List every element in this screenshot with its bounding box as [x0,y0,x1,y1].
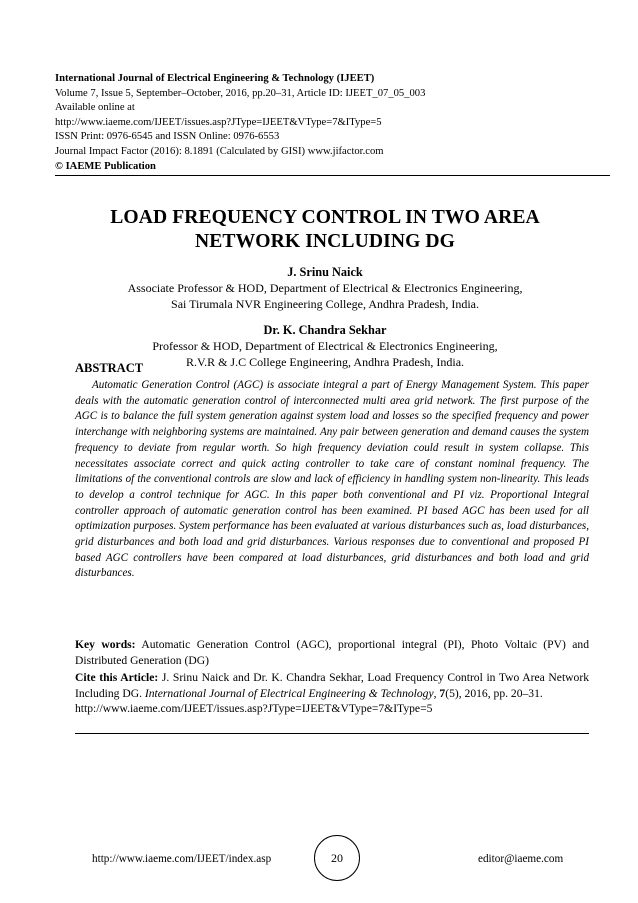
page-number-text: 20 [331,850,343,865]
author-block-2 [70,322,580,370]
author-affiliation-line: Professor & HOD, Department of Electrical & Electronics Engineering, [152,339,498,353]
volume-info: Volume 7, Issue 5, September–October, 2016, pp.20–31, Article ID: IJEET_07_05_003 [55,87,426,99]
author-name: J. Srinu Naick [287,265,363,279]
cite-rest: (5), 2016, pp. 20–31. [445,686,543,700]
footer-url[interactable]: http://www.iaeme.com/IJEET/index.asp [92,853,272,865]
abstract-text: Automatic Generation Control (AGC) is associate integral a part of Energy Management System. This paper deals with the automatic generation control of interconnected multi area grid network. The first purpose of the AGC is to balance the full system generation against system load and losses so the specified frequency and power interchange with neighboring systems are maintained. Any pair between generation and demand causes the system frequency to deviate from regular worth. So high frequency deviation could result in system collapse. This necessitates associate correct and quick acting controller to take care of constant nominal frequency. The limitations of the conventional controls are slow and lack of efficiency in handling system non-linearity. This leads to develop a control technique for AGC. In this paper both conventional and PI viz. Proportional Integral controller approach of automatic generation control has been examined. PI based AGC has been used for all optimization purposes. System performance has been evaluated at various disturbances such as, load disturbances, grid disturbances and both load and grid disturbances. Various responses due to conventional and proposed PI based AGC controllers have been compared at load disturbances, grid disturbances and both load and grid disturbances. [75,379,589,580]
citation-divider [75,733,589,734]
impact-factor: Journal Impact Factor (2016): 8.1891 (Calculated by GISI) www.jifactor.com [55,145,384,157]
cite-url[interactable]: http://www.iaeme.com/IJEET/issues.asp?JType=IJEET&VType=7&IType=5 [75,702,433,715]
cite-volume: 7 [439,686,446,700]
copyright: © IAEME Publication [55,160,156,172]
cite-authors: J. Srinu Naick and Dr. K. Chandra Sekhar, Load Frequency Control in Two Area Network Including DG. [75,671,589,700]
available-online: Available online at [55,102,135,114]
author-block-1 [70,264,580,312]
journal-name: International Journal of Electrical Engineering & Technology (IJEET) [55,73,375,84]
citation: Cite this Article: J. Srinu Naick and Dr. K. Chandra Sekhar, Load Frequency Control in Two Area Network Including DG. International Journal of Electrical Engineering & Technology, 7(5), 2016, pp. 20–31. http://www.iaeme.com/IJEET/issues.asp?JType=IJEET&VType=7&IType=5 [75,671,589,715]
keywords [75,637,589,668]
header-divider [55,175,610,176]
journal-header [55,72,615,174]
footer-email[interactable]: editor@iaeme.com [478,853,564,865]
keywords-text: Automatic Generation Control (AGC), proportional integral (PI), Photo Voltaic (PV) and Distributed Generation (DG) [75,638,589,667]
keywords-label: Key words: [75,638,136,651]
author-name: Dr. K. Chandra Sekhar [263,323,387,337]
page-number [314,835,360,881]
cite-journal: International Journal of Electrical Engineering & Technology [144,686,434,700]
author-affiliation-line: Associate Professor & HOD, Department of Electrical & Electronics Engineering, [127,281,523,295]
author-affiliation-line: Sai Tirumala NVR Engineering College, Andhra Pradesh, India. [171,297,479,311]
issn-info: ISSN Print: 0976-6545 and ISSN Online: 0976-6553 [55,131,280,143]
title-line-1: LOAD FREQUENCY CONTROL IN TWO AREA [110,207,540,228]
abstract-heading: ABSTRACT [75,361,144,375]
issue-url[interactable]: http://www.iaeme.com/IJEET/issues.asp?JType=IJEET&VType=7&IType=5 [55,116,382,128]
title-line-2: NETWORK INCLUDING DG [194,231,455,252]
paper-title [60,206,590,254]
author-affiliation-line: R.V.R & J.C College Engineering, Andhra Pradesh, India. [185,355,465,369]
cite-label: Cite this Article: [75,671,159,684]
